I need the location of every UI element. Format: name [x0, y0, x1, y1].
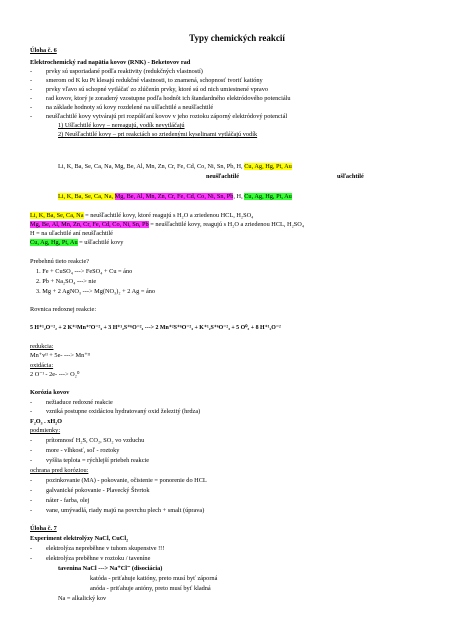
- oxidation-equation: 2 O⁻ᴵ - 2e- ---> O₂⁰: [30, 371, 80, 378]
- group-line-3: H = na uľachtilé aní neušľachtilé: [30, 230, 113, 237]
- question: Prebehnú tieto reakcie?: [30, 258, 90, 265]
- sub-item-noble: 1) Ušľachtilé kovy – nereagujú, vodík nevytláčajú: [58, 122, 185, 129]
- list-item: - náter - farba, olej: [30, 497, 90, 504]
- sub-item-nonnoble: 2) Neušľachtilé kovy – pri reakciách so zriedenými kyselinami vytláčajú vodík: [58, 131, 258, 138]
- conditions-label: podmienky:: [30, 427, 61, 434]
- melt-line: tavenina NaCl ---> Na⁺Cl⁻ (disociácia): [58, 565, 163, 572]
- list-item: - prvky sú usporiadané podľa reaktivity (redukčných vlastností): [30, 68, 203, 75]
- group-line-2: Mg, Be, Al, Mn, Zn, Cr, Fe, Cd, Co, Ni, Sn, Pb = neušľachtilé kovy, reagujú s H₂O a zriedenou HCL, H₂SO₄: [30, 221, 305, 228]
- task-7-heading: Úloha č. 7: [30, 525, 57, 532]
- group-line-4: Cu, Ag, Hg, Pt, Au = ušľachtilé kovy: [30, 239, 124, 246]
- redox-label: Rovnica redoxnej reakcie:: [30, 306, 97, 313]
- list-item: - na základe hodnoty sú kovy rozdelené na ušľachtilé a neušľachtilé: [30, 104, 214, 111]
- list-item: - vyššia teplota = rýchlejší priebeh reakcie: [30, 457, 150, 464]
- task-6-heading: Úloha č. 6: [30, 47, 57, 54]
- list-item: - smerom od K ku Pt klesajú redukčné vlastnosti, to znamená, schopnosť tvoriť katióny: [30, 77, 263, 84]
- list-item: - elektrolýza nepreběhne v tuhom skupenstve !!!: [30, 545, 165, 552]
- label-noble: ušľachtilé: [337, 173, 364, 180]
- oxidation-label: oxidácia:: [30, 362, 54, 369]
- reduction-label: redukcia:: [30, 343, 54, 350]
- list-item: - vzniká postupne oxidáciou hydratovaný oxid železitý (hrdza): [30, 408, 201, 415]
- metal-series: Li, K, Ba, Se, Ca, Na, Mg, Be, Al, Mn, Zn, Cr, Fe, Cd, Co, Ni, Sn, Pb, H, Cu, Ag, Hg, Pt, Au: [58, 163, 292, 170]
- list-item: - galvanické pokovanie - Plavecký Štvrtok: [30, 487, 150, 494]
- list-item: - neušľachtilé kovy vytvárajú pri rozpúšťaní kovov v jeho roztoku záporný elektródový potenciál: [30, 113, 288, 120]
- list-item: - rad kovov, ktorý je zoradený vzostupne podľa hodnôt ich štandardného elektródového potenciálu: [30, 95, 291, 102]
- list-item: - more - vlhkosť, soľ - roztoky: [30, 447, 120, 454]
- redox-equation: 5 H⁺¹₂O⁻²₂ + 2 K⁺¹Mn⁺⁷O⁻²₄ + 3 H⁺¹₂S⁺⁶O⁻²₄ ---> 2 Mn⁺²S⁺⁶O⁻²₄ + K⁺¹₂S⁺⁶O⁻²₄ + 5 O⁰₂ + 8 H⁺¹₂O⁻²: [30, 325, 281, 331]
- group-line-1: Li, K, Ba, Se, Ca, Na = neušľachtilé kovy, ktoré reagujú s H₂O a zriedenou HCL, H₂SO₄: [30, 212, 254, 219]
- reaction-item: 2. Pb + Na₂SO₄ ---> nie: [36, 278, 97, 285]
- reduction-equation: Mn⁺ᴠᴵᴵ + 5e- ---> Mn⁺ᴵᴵ: [30, 352, 91, 359]
- list-item: - vane, umývadlá, riady majú na povrchu plech + smalt (úprava): [30, 507, 205, 514]
- reaction-item: 3. Mg + 2 AgNO₃ ---> Mg(NO₃)₂ + 2 Ag = áno: [36, 288, 156, 295]
- rust-formula: F₂O₃ . xH₂O: [30, 418, 63, 425]
- list-item: - pozinkovanie (MA) - pokovanie, očistenie = ponorenie do HCL: [30, 477, 207, 484]
- list-item: - prítomnosť H₂S, CO₂, SO₂ vo vzduchu: [30, 437, 145, 444]
- list-item: - elektrolýza preběhne v roztoku / taveníne: [30, 555, 151, 562]
- cathode-line: katóda - priťahuje katióny, preto musí byť záporná: [90, 575, 218, 582]
- sodium-line: Na = alkalický kov: [58, 595, 107, 602]
- rnk-heading: Elektrochemický rad napätia kovov (RNK) - Beketovov rad: [30, 59, 191, 66]
- label-nonnoble: neušľachtilé: [206, 173, 240, 180]
- reaction-item: 1. Fe + CuSO₄ ---> FeSO₄ + Cu = áno: [36, 268, 133, 275]
- anode-line: anóda - priťahuje anióny, preto musí byť kladná: [90, 585, 211, 592]
- list-item: - nežiaduce redoxné reakcie: [30, 399, 113, 406]
- list-item: - prvky vľavo sú schopné vytláčať zo zlúčenín prvky, ktoré sú od nich umiestnené vpravo: [30, 86, 269, 93]
- electrolysis-heading: Experiment elektrolýzy NaCl, CuCl₂: [30, 535, 128, 542]
- metal-series-highlighted: Li, K, Ba, Se, Ca, Na, Mg, Be, Al, Mn, Zn, Cr, Fe, Cd, Co, Ni, Sn, Pb, H, Cu, Ag, Hg, Pt, Au: [58, 193, 292, 200]
- corrosion-heading: Korózia kovov: [30, 389, 70, 396]
- page-title: Typy chemických reakcií: [189, 33, 285, 43]
- protection-label: ochrana pred koróziou:: [30, 467, 89, 474]
